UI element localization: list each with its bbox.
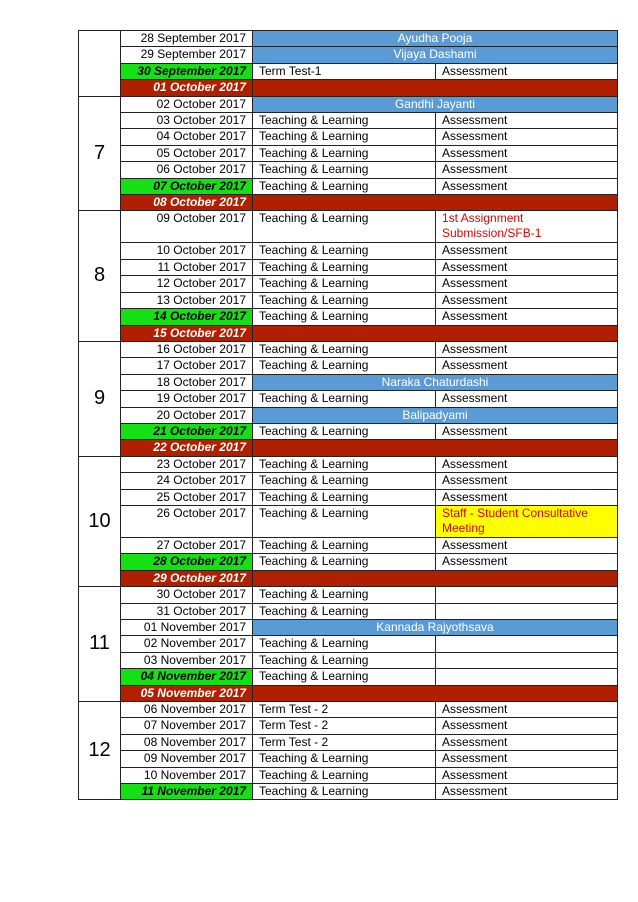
week-number: 10 [79, 456, 121, 586]
table-row [79, 195, 618, 211]
status-cell [436, 636, 618, 652]
status-cell: Assessment [436, 358, 618, 374]
table-row [79, 96, 618, 112]
week-number: 11 [79, 587, 121, 702]
table-row [79, 767, 618, 783]
date-cell: 06 October 2017 [121, 162, 253, 178]
date-cell: 21 October 2017 [121, 423, 253, 439]
date-cell: 08 October 2017 [121, 195, 253, 211]
date-cell: 20 October 2017 [121, 407, 253, 423]
table-row [79, 570, 618, 586]
table-row [79, 211, 618, 243]
holiday-cell: Balipadyami [253, 407, 618, 423]
activity-cell: Teaching & Learning [253, 129, 436, 145]
activity-cell: Teaching & Learning [253, 767, 436, 783]
table-row [79, 473, 618, 489]
date-cell: 05 October 2017 [121, 145, 253, 161]
table-row [79, 554, 618, 570]
status-cell: 1st Assignment Submission/SFB-1 [436, 211, 618, 243]
table-row [79, 751, 618, 767]
table-row [79, 63, 618, 79]
date-cell: 09 November 2017 [121, 751, 253, 767]
date-cell: 24 October 2017 [121, 473, 253, 489]
status-cell: Assessment [436, 63, 618, 79]
table-row [79, 113, 618, 129]
table-row [79, 456, 618, 472]
activity-cell: Teaching & Learning [253, 145, 436, 161]
activity-cell: Teaching & Learning [253, 276, 436, 292]
week-number [79, 31, 121, 97]
week-number: 7 [79, 96, 121, 211]
holiday-cell: Kannada Rajyothsava [253, 620, 618, 636]
table-row [79, 358, 618, 374]
date-cell: 18 October 2017 [121, 374, 253, 390]
activity-cell: Teaching & Learning [253, 391, 436, 407]
date-cell: 23 October 2017 [121, 456, 253, 472]
date-cell: 01 November 2017 [121, 620, 253, 636]
status-cell: Assessment [436, 718, 618, 734]
table-row [79, 636, 618, 652]
date-cell: 14 October 2017 [121, 309, 253, 325]
table-row [79, 341, 618, 357]
table-row [79, 718, 618, 734]
activity-cell: Teaching & Learning [253, 784, 436, 800]
activity-cell: Teaching & Learning [253, 751, 436, 767]
activity-cell: Teaching & Learning [253, 259, 436, 275]
holiday-cell: Gandhi Jayanti [253, 96, 618, 112]
status-cell: Assessment [436, 391, 618, 407]
table-row [79, 669, 618, 685]
activity-cell: Teaching & Learning [253, 587, 436, 603]
status-cell: Assessment [436, 113, 618, 129]
sunday-filler [253, 685, 618, 701]
status-cell: Assessment [436, 129, 618, 145]
table-row [79, 440, 618, 456]
date-cell: 29 October 2017 [121, 570, 253, 586]
activity-cell: Teaching & Learning [253, 669, 436, 685]
status-cell: Assessment [436, 784, 618, 800]
table-row [79, 80, 618, 96]
date-cell: 30 September 2017 [121, 63, 253, 79]
status-cell: Assessment [436, 341, 618, 357]
status-cell [436, 587, 618, 603]
table-row [79, 259, 618, 275]
date-cell: 07 November 2017 [121, 718, 253, 734]
week-number: 12 [79, 702, 121, 800]
status-cell: Assessment [436, 309, 618, 325]
table-row [79, 129, 618, 145]
activity-cell: Teaching & Learning [253, 456, 436, 472]
table-row [79, 489, 618, 505]
sunday-filler [253, 440, 618, 456]
date-cell: 10 November 2017 [121, 767, 253, 783]
date-cell: 22 October 2017 [121, 440, 253, 456]
table-row [79, 276, 618, 292]
date-cell: 25 October 2017 [121, 489, 253, 505]
date-cell: 11 November 2017 [121, 784, 253, 800]
sunday-filler [253, 80, 618, 96]
activity-cell: Teaching & Learning [253, 505, 436, 537]
status-cell: Assessment [436, 456, 618, 472]
date-cell: 03 November 2017 [121, 652, 253, 668]
date-cell: 13 October 2017 [121, 292, 253, 308]
date-cell: 09 October 2017 [121, 211, 253, 243]
week-number: 8 [79, 211, 121, 341]
status-cell: Assessment [436, 489, 618, 505]
activity-cell: Teaching & Learning [253, 178, 436, 194]
table-row [79, 374, 618, 390]
holiday-cell: Vijaya Dashami [253, 47, 618, 63]
sunday-filler [253, 325, 618, 341]
status-cell: Assessment [436, 751, 618, 767]
table-row [79, 162, 618, 178]
activity-cell: Term Test - 2 [253, 702, 436, 718]
activity-cell: Term Test-1 [253, 63, 436, 79]
holiday-cell: Naraka Chaturdashi [253, 374, 618, 390]
table-row [79, 407, 618, 423]
status-cell: Assessment [436, 537, 618, 553]
activity-cell: Teaching & Learning [253, 162, 436, 178]
activity-cell: Term Test - 2 [253, 734, 436, 750]
activity-cell: Teaching & Learning [253, 341, 436, 357]
date-cell: 28 September 2017 [121, 31, 253, 47]
status-cell: Assessment [436, 162, 618, 178]
table-row [79, 537, 618, 553]
activity-cell: Teaching & Learning [253, 423, 436, 439]
table-row [79, 587, 618, 603]
table-row [79, 734, 618, 750]
date-cell: 02 October 2017 [121, 96, 253, 112]
table-row [79, 652, 618, 668]
table-row [79, 702, 618, 718]
table-row [79, 784, 618, 800]
activity-cell: Teaching & Learning [253, 309, 436, 325]
date-cell: 08 November 2017 [121, 734, 253, 750]
activity-cell: Teaching & Learning [253, 489, 436, 505]
status-cell: Assessment [436, 767, 618, 783]
table-row [79, 243, 618, 259]
activity-cell: Teaching & Learning [253, 473, 436, 489]
activity-cell: Teaching & Learning [253, 603, 436, 619]
date-cell: 04 October 2017 [121, 129, 253, 145]
status-cell: Staff - Student Consultative Meeting [436, 505, 618, 537]
status-cell: Assessment [436, 259, 618, 275]
date-cell: 10 October 2017 [121, 243, 253, 259]
sunday-filler [253, 195, 618, 211]
status-cell: Assessment [436, 554, 618, 570]
date-cell: 16 October 2017 [121, 341, 253, 357]
date-cell: 05 November 2017 [121, 685, 253, 701]
status-cell: Assessment [436, 243, 618, 259]
status-cell: Assessment [436, 178, 618, 194]
date-cell: 15 October 2017 [121, 325, 253, 341]
date-cell: 02 November 2017 [121, 636, 253, 652]
activity-cell: Teaching & Learning [253, 358, 436, 374]
status-cell [436, 603, 618, 619]
status-cell: Assessment [436, 423, 618, 439]
table-row [79, 47, 618, 63]
holiday-cell: Ayudha Pooja [253, 31, 618, 47]
table-row [79, 685, 618, 701]
activity-cell: Teaching & Learning [253, 211, 436, 243]
table-row [79, 505, 618, 537]
table-row [79, 178, 618, 194]
activity-cell: Teaching & Learning [253, 243, 436, 259]
date-cell: 27 October 2017 [121, 537, 253, 553]
date-cell: 30 October 2017 [121, 587, 253, 603]
date-cell: 04 November 2017 [121, 669, 253, 685]
date-cell: 11 October 2017 [121, 259, 253, 275]
table-row [79, 603, 618, 619]
table-row [79, 145, 618, 161]
activity-cell: Teaching & Learning [253, 292, 436, 308]
status-cell [436, 669, 618, 685]
table-row [79, 292, 618, 308]
sunday-filler [253, 570, 618, 586]
calendar-table [78, 30, 618, 800]
activity-cell: Teaching & Learning [253, 537, 436, 553]
date-cell: 07 October 2017 [121, 178, 253, 194]
status-cell: Assessment [436, 473, 618, 489]
status-cell: Assessment [436, 276, 618, 292]
activity-cell: Teaching & Learning [253, 636, 436, 652]
table-row [79, 423, 618, 439]
activity-cell: Teaching & Learning [253, 113, 436, 129]
activity-cell: Teaching & Learning [253, 554, 436, 570]
table-row [79, 620, 618, 636]
activity-cell: Teaching & Learning [253, 652, 436, 668]
date-cell: 26 October 2017 [121, 505, 253, 537]
activity-cell: Term Test - 2 [253, 718, 436, 734]
week-number: 9 [79, 341, 121, 456]
date-cell: 29 September 2017 [121, 47, 253, 63]
date-cell: 17 October 2017 [121, 358, 253, 374]
table-row [79, 391, 618, 407]
status-cell: Assessment [436, 292, 618, 308]
table-row [79, 325, 618, 341]
date-cell: 12 October 2017 [121, 276, 253, 292]
date-cell: 28 October 2017 [121, 554, 253, 570]
date-cell: 01 October 2017 [121, 80, 253, 96]
status-cell: Assessment [436, 145, 618, 161]
status-cell [436, 652, 618, 668]
status-cell: Assessment [436, 702, 618, 718]
table-row [79, 31, 618, 47]
date-cell: 31 October 2017 [121, 603, 253, 619]
date-cell: 06 November 2017 [121, 702, 253, 718]
date-cell: 03 October 2017 [121, 113, 253, 129]
status-cell: Assessment [436, 734, 618, 750]
date-cell: 19 October 2017 [121, 391, 253, 407]
table-row [79, 309, 618, 325]
